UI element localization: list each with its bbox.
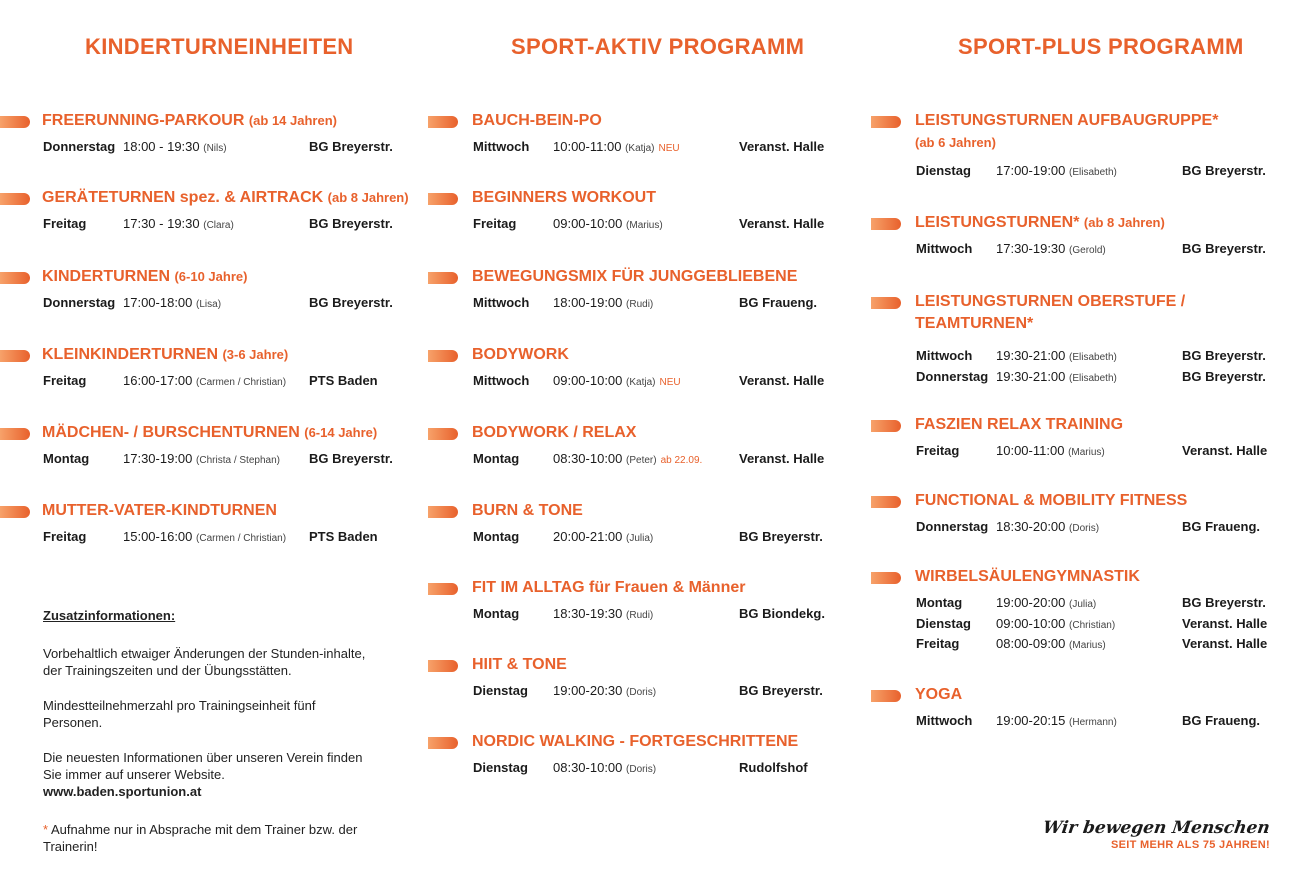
session-day: Mittwoch [916, 241, 973, 256]
session-location: PTS Baden [309, 373, 378, 388]
session-time-block [996, 162, 1117, 182]
slogan-line-2: SEIT MEHR ALS 75 JAHREN! [1111, 839, 1270, 851]
session-day: Mittwoch [473, 373, 530, 388]
course-title-text: MÄDCHEN- / BURSCHENTURNEN [42, 424, 300, 441]
course-title [915, 414, 1123, 436]
session-day: Donnerstag [916, 368, 989, 384]
session-time: 19:00-20:00 [996, 595, 1066, 610]
course-age-range: (ab 8 Jahren) [1083, 215, 1165, 230]
session-trainer: (Rudi) [626, 610, 654, 621]
session-trainer: (Carmen / Christian) [196, 377, 287, 388]
session-location: Veranst. Halle [739, 216, 825, 231]
course-title [915, 566, 1140, 588]
session-time: 08:00-09:00 [996, 636, 1066, 651]
course-title-text: LEISTUNGSTURNEN OBERSTUFE / [915, 293, 1186, 310]
session-trainer: (Clara) [203, 220, 234, 231]
session-trainer: (Christa / Stephan) [196, 455, 280, 466]
course-title [915, 110, 1218, 154]
session-day: Mittwoch [916, 348, 973, 363]
session-time-block [123, 215, 234, 235]
session-time: 09:00-10:00 [553, 216, 623, 231]
slogan [1043, 818, 1270, 851]
course-title-text: BAUCH-BEIN-PO [472, 112, 602, 129]
session-location: Veranst. Halle [739, 139, 825, 154]
session-day: Dienstag [473, 760, 528, 775]
course-title [472, 266, 797, 288]
session-day: Freitag [43, 216, 87, 231]
course-age-range: (ab 8 Jahren) [327, 190, 409, 205]
session-day: Freitag [43, 529, 87, 544]
session-location: BG Breyerstr. [1182, 368, 1266, 384]
session-day: Montag [473, 606, 520, 621]
course-title [42, 344, 288, 366]
session-time: 18:30-20:00 [996, 519, 1066, 534]
orange-bar-icon [871, 297, 901, 309]
session-row [916, 518, 1261, 536]
session-day: Montag [43, 451, 90, 466]
session-time: 18:30-19:30 [553, 606, 623, 621]
course-title-text: BODYWORK [472, 346, 569, 363]
orange-bar-icon [871, 496, 901, 508]
course-title [42, 187, 409, 209]
session-location: Veranst. Halle [739, 451, 825, 466]
course-title [472, 187, 656, 209]
session-time-block [553, 450, 702, 470]
session-trainer: (Hermann) [1069, 717, 1117, 728]
course-title-text-line-2: TEAMTURNEN* [915, 315, 1034, 332]
session-trainer: (Peter) [626, 455, 657, 466]
session-row [43, 215, 393, 233]
session-day: Montag [473, 451, 520, 466]
session-note: NEU [659, 377, 681, 388]
session-time: 17:30 - 19:30 [123, 216, 200, 231]
course-title-text: FIT IM ALLTAG für Frauen & Männer [472, 579, 746, 596]
orange-bar-icon [428, 116, 458, 128]
session-time: 17:00-18:00 [123, 295, 193, 310]
session-location: BG Breyerstr. [1182, 241, 1266, 256]
session-time-block [553, 294, 653, 314]
session-day: Donnerstag [43, 139, 116, 154]
course-title [472, 654, 567, 676]
course-age-range: (ab 6 Jahren) [915, 135, 996, 150]
session-time-block [996, 635, 1106, 655]
column-heading-sport-plus: SPORT-PLUS PROGRAMM [958, 34, 1244, 59]
orange-bar-icon [0, 116, 30, 128]
session-trainer: (Doris) [1069, 523, 1100, 534]
session-time-block [996, 368, 1117, 388]
session-day: Dienstag [916, 615, 971, 631]
orange-bar-icon [428, 428, 458, 440]
course-age-range: (3-6 Jahre) [222, 347, 289, 362]
session-time: 19:00-20:15 [996, 713, 1066, 728]
session-trainer: (Marius) [626, 220, 663, 231]
course-title [915, 490, 1187, 512]
session-day: Donnerstag [916, 519, 989, 534]
session-row [473, 682, 823, 700]
course-title [472, 422, 636, 444]
course-title [472, 344, 569, 366]
session-time: 17:30-19:00 [123, 451, 193, 466]
session-row [473, 215, 825, 233]
session-time: 18:00-19:00 [553, 295, 623, 310]
session-location: BG Breyerstr. [309, 451, 393, 466]
session-location: BG Breyerstr. [309, 216, 393, 231]
session-row [43, 138, 393, 156]
session-location: Rudolfshof [739, 760, 808, 775]
session-time-block [996, 594, 1096, 614]
course-age-range: (6-10 Jahre) [174, 269, 248, 284]
slogan-line-1: Wir bewegen Menschen [1041, 818, 1272, 838]
session-time-block [123, 450, 280, 470]
session-trainer: (Julia) [1069, 599, 1097, 610]
course-title [42, 266, 247, 288]
session-time-block [996, 347, 1117, 367]
course-title [915, 212, 1165, 234]
course-title-text: BODYWORK / RELAX [472, 424, 637, 441]
session-time: 17:30-19:30 [996, 241, 1066, 256]
info-paragraph-changes: Vorbehaltlich etwaiger Änderungen der Stunden-inhalte, der Trainingszeiten und der Übungsstätten. [43, 646, 366, 678]
session-time-block [996, 240, 1106, 260]
session-time: 10:00-11:00 [553, 139, 622, 154]
website-link[interactable]: www.baden.sportunion.at [43, 784, 202, 799]
session-time-block [996, 712, 1117, 732]
course-title-text: NORDIC WALKING - FORTGESCHRITTENE [472, 733, 799, 750]
course-title [472, 731, 798, 753]
course-title [472, 110, 602, 132]
course-title-text: MUTTER-VATER-KINDTURNEN [42, 502, 277, 519]
session-trainer: (Rudi) [626, 299, 654, 310]
session-row [473, 372, 825, 390]
session-time: 08:30-10:00 [553, 760, 623, 775]
session-location: BG Breyerstr. [1182, 163, 1266, 178]
session-location: BG Breyerstr. [309, 139, 393, 154]
session-row [473, 294, 818, 312]
course-age-range: (6-14 Jahre) [304, 425, 378, 440]
course-title-text: HIIT & TONE [472, 656, 567, 673]
session-day: Dienstag [473, 683, 528, 698]
session-day: Mittwoch [916, 713, 973, 728]
session-time: 19:30-21:00 [996, 368, 1066, 384]
session-trainer: (Lisa) [196, 299, 222, 310]
session-trainer: (Marius) [1069, 640, 1106, 651]
session-time: 20:00-21:00 [553, 529, 623, 544]
course-title-text: GERÄTETURNEN spez. & AIRTRACK [42, 189, 324, 206]
course-title-text: FUNCTIONAL & MOBILITY FITNESS [915, 492, 1188, 509]
session-trainer: (Julia) [626, 533, 654, 544]
session-location: BG Fraueng. [739, 295, 818, 310]
session-row [473, 528, 823, 546]
orange-bar-icon [428, 583, 458, 595]
session-location: PTS Baden [309, 529, 378, 544]
orange-bar-icon [0, 506, 30, 518]
session-row [916, 712, 1261, 730]
session-time-block [553, 138, 680, 158]
session-trainer: (Christian) [1069, 619, 1116, 631]
orange-bar-icon [871, 420, 901, 432]
session-trainer: (Doris) [626, 687, 657, 698]
session-time-block [123, 372, 286, 392]
session-note: NEU [658, 143, 680, 154]
session-time-block [996, 615, 1115, 635]
session-location: BG Fraueng. [1182, 519, 1261, 534]
course-title-text: BEWEGUNGSMIX FÜR JUNGGEBLIEBENE [472, 268, 798, 285]
session-location: BG Breyerstr. [1182, 348, 1266, 363]
session-location: BG Breyerstr. [1182, 595, 1266, 610]
orange-bar-icon [428, 737, 458, 749]
session-location: BG Biondekg. [739, 606, 825, 621]
course-age-range: (ab 14 Jahren) [248, 113, 337, 128]
session-time-block [996, 442, 1105, 462]
course-title-text: FREERUNNING-PARKOUR [42, 112, 245, 129]
orange-bar-icon [0, 193, 30, 205]
session-time-block [553, 528, 653, 548]
orange-bar-icon [428, 660, 458, 672]
course-title-text: LEISTUNGSTURNEN AUFBAUGRUPPE* [915, 112, 1219, 129]
session-trainer: (Elisabeth) [1069, 372, 1117, 384]
session-row [473, 605, 825, 623]
footnote-star: * [43, 822, 49, 837]
course-title-text: YOGA [915, 686, 963, 703]
course-title-text: FASZIEN RELAX TRAINING [915, 416, 1124, 433]
course-title [472, 500, 583, 522]
course-title [915, 684, 962, 706]
session-time-block [553, 605, 653, 625]
session-time-block [553, 372, 681, 392]
course-title-text: LEISTUNGSTURNEN* [915, 214, 1080, 231]
info-footnote [43, 821, 373, 855]
session-time: 16:00-17:00 [123, 373, 193, 388]
session-row [43, 372, 383, 390]
session-trainer: (Nils) [203, 143, 227, 154]
session-time-block [996, 518, 1099, 538]
session-time-block [123, 528, 286, 548]
session-row [43, 294, 393, 312]
session-location: BG Breyerstr. [739, 683, 823, 698]
info-paragraph-website: Die neuesten Informationen über unseren Verein finden Sie immer auf unserer Website. [43, 750, 363, 782]
session-note: ab 22.09. [660, 455, 703, 466]
session-day: Montag [473, 529, 520, 544]
session-day: Mittwoch [473, 295, 530, 310]
session-row [916, 594, 1266, 612]
session-row [916, 635, 1268, 653]
session-location: Veranst. Halle [739, 373, 825, 388]
course-title [42, 422, 377, 444]
orange-bar-icon [428, 506, 458, 518]
orange-bar-icon [428, 272, 458, 284]
orange-bar-icon [871, 572, 901, 584]
session-location: BG Breyerstr. [739, 529, 823, 544]
session-row [916, 347, 1266, 365]
session-trainer: (Katja) [625, 143, 655, 154]
session-row [916, 615, 1268, 633]
course-title [42, 110, 337, 132]
column-heading-sport-aktiv: SPORT-AKTIV PROGRAMM [511, 34, 805, 59]
orange-bar-icon [0, 428, 30, 440]
session-time: 08:30-10:00 [553, 451, 623, 466]
course-title-text: WIRBELSÄULENGYMNASTIK [915, 568, 1140, 585]
session-row [43, 450, 393, 468]
course-title [42, 500, 277, 522]
session-time: 19:00-20:30 [553, 683, 623, 698]
session-trainer: (Carmen / Christian) [196, 533, 287, 544]
session-row [916, 162, 1266, 180]
session-time-block [123, 138, 227, 158]
session-time: 09:00-10:00 [996, 615, 1066, 631]
session-time: 10:00-11:00 [996, 443, 1065, 458]
session-trainer: (Elisabeth) [1069, 352, 1117, 363]
session-time: 09:00-10:00 [553, 373, 623, 388]
orange-bar-icon [428, 193, 458, 205]
session-location: Veranst. Halle [1182, 443, 1268, 458]
session-time-block [553, 759, 656, 779]
session-day: Mittwoch [473, 139, 530, 154]
session-trainer: (Doris) [626, 764, 657, 775]
session-location: BG Fraueng. [1182, 713, 1261, 728]
session-day: Freitag [473, 216, 517, 231]
session-trainer: (Marius) [1068, 447, 1105, 458]
course-title [472, 577, 745, 599]
orange-bar-icon [428, 350, 458, 362]
session-trainer: (Gerold) [1069, 245, 1106, 256]
session-time-block [553, 682, 656, 702]
session-row [916, 240, 1266, 258]
session-row [473, 138, 825, 156]
session-day: Dienstag [916, 163, 971, 178]
session-time: 17:00-19:00 [996, 163, 1066, 178]
session-time: 15:00-16:00 [123, 529, 193, 544]
session-location: Veranst. Halle [1182, 636, 1268, 651]
course-title-text: BURN & TONE [472, 502, 583, 519]
session-row [916, 442, 1268, 460]
footnote-text: Aufnahme nur in Absprache mit dem Trainer bzw. der Trainerin! [43, 822, 358, 854]
orange-bar-icon [871, 690, 901, 702]
session-time: 18:00 - 19:30 [123, 139, 200, 154]
info-heading: Zusatzinformationen: [43, 608, 176, 623]
session-row [473, 759, 813, 777]
session-row [916, 368, 1266, 386]
session-trainer: (Katja) [626, 377, 656, 388]
session-day: Freitag [916, 636, 960, 651]
session-row [473, 450, 825, 468]
session-day: Freitag [43, 373, 87, 388]
session-location: BG Breyerstr. [309, 295, 393, 310]
course-title-text: BEGINNERS WORKOUT [472, 189, 656, 206]
session-day: Donnerstag [43, 295, 116, 310]
orange-bar-icon [871, 218, 901, 230]
course-title-text: KLEINKINDERTURNEN [42, 346, 218, 363]
orange-bar-icon [871, 116, 901, 128]
session-time-block [123, 294, 221, 314]
session-trainer: (Elisabeth) [1069, 167, 1117, 178]
course-title [915, 291, 1185, 335]
session-location: Veranst. Halle [1182, 615, 1268, 631]
session-day: Montag [916, 595, 963, 610]
orange-bar-icon [0, 350, 30, 362]
session-time: 19:30-21:00 [996, 348, 1066, 363]
session-time-block [553, 215, 663, 235]
session-day: Freitag [916, 443, 960, 458]
column-heading-kinderturneinheiten: KINDERTURNEINHEITEN [85, 34, 354, 59]
info-paragraph-minimum: Mindestteilnehmerzahl pro Trainingseinheit fünf Personen. [43, 698, 316, 730]
session-row [43, 528, 383, 546]
orange-bar-icon [0, 272, 30, 284]
course-title-text: KINDERTURNEN [42, 268, 170, 285]
